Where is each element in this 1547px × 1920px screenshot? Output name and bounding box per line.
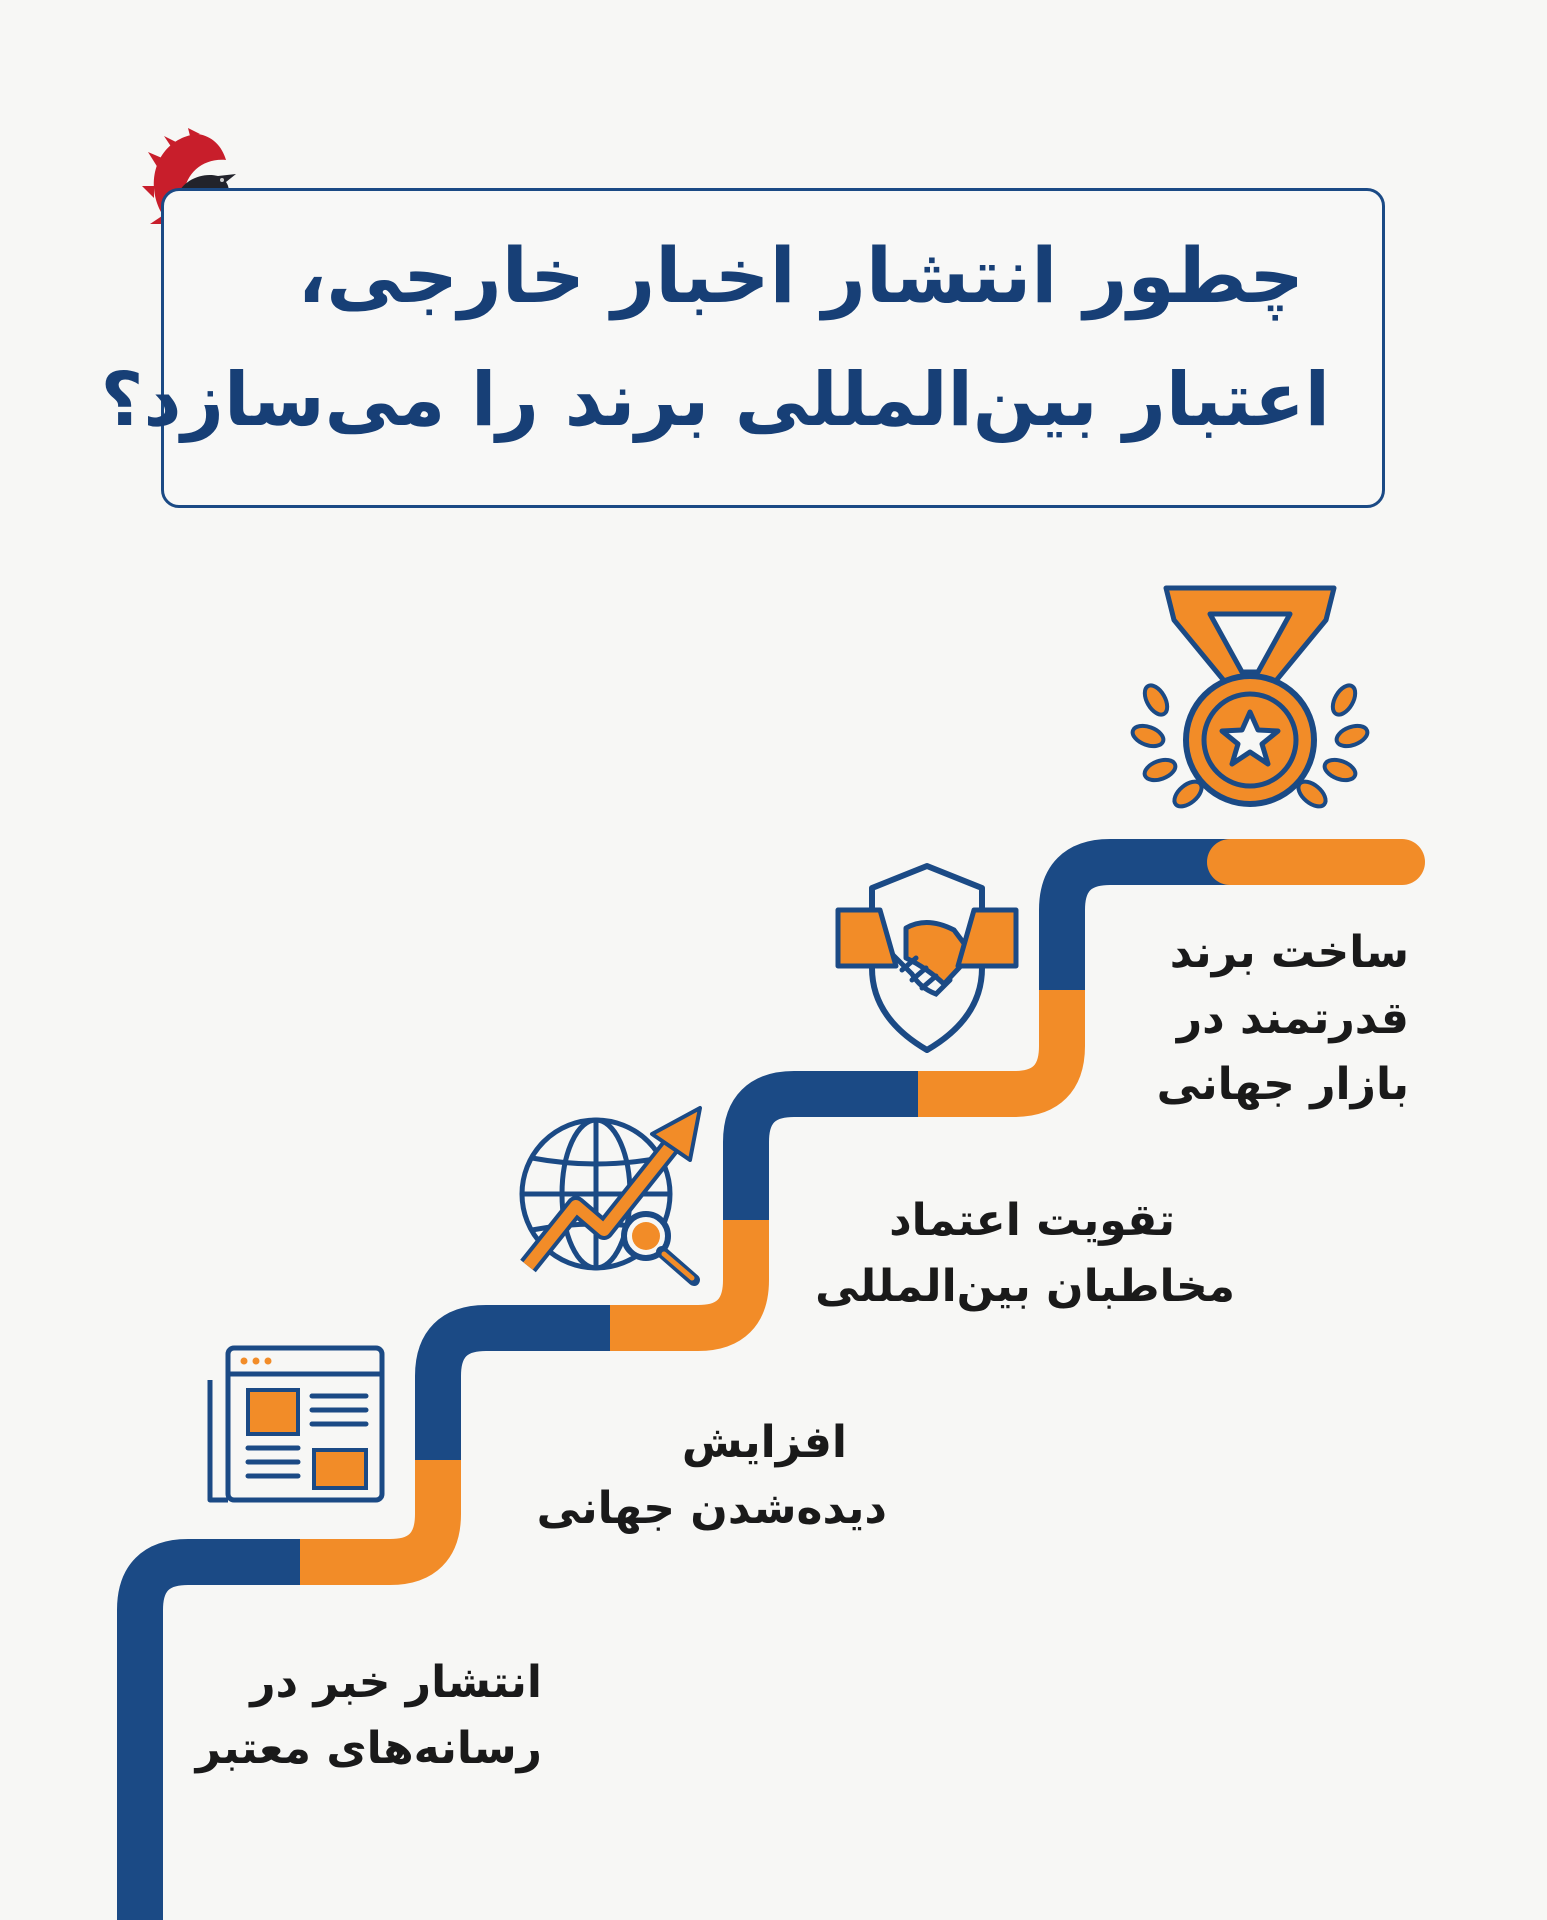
title-line-2: اعتبار بین‌المللی برند را می‌سازد؟ [100, 357, 1330, 443]
step-3-line-2: مخاطبان بین‌المللی [815, 1261, 1235, 1312]
handshake-shield-icon [832, 858, 1022, 1058]
title-line-1: چطور انتشار اخبار خارجی، [297, 231, 1304, 320]
globe-growth-icon [514, 1098, 714, 1293]
step-4-line-2: قدرتمند در [1176, 993, 1409, 1044]
step-2-line-1: افزایش [681, 1417, 847, 1468]
step-2-text [537, 1410, 887, 1542]
step-1-text [196, 1650, 542, 1782]
step-3-text [815, 1188, 1235, 1320]
step-2-line-2: دیده‌شدن جهانی [536, 1483, 887, 1534]
newspaper-icon [200, 1340, 390, 1510]
step-4-line-1: ساخت برند [1169, 927, 1409, 978]
step-4-text [1157, 920, 1409, 1118]
step-4-line-3: بازار جهانی [1156, 1059, 1409, 1110]
step-1-line-1: انتشار خبر در [250, 1657, 542, 1708]
medal-icon [1130, 580, 1370, 810]
step-3-line-1: تقویت اعتماد [889, 1195, 1175, 1246]
step-1-line-2: رسانه‌های معتبر [195, 1723, 542, 1774]
